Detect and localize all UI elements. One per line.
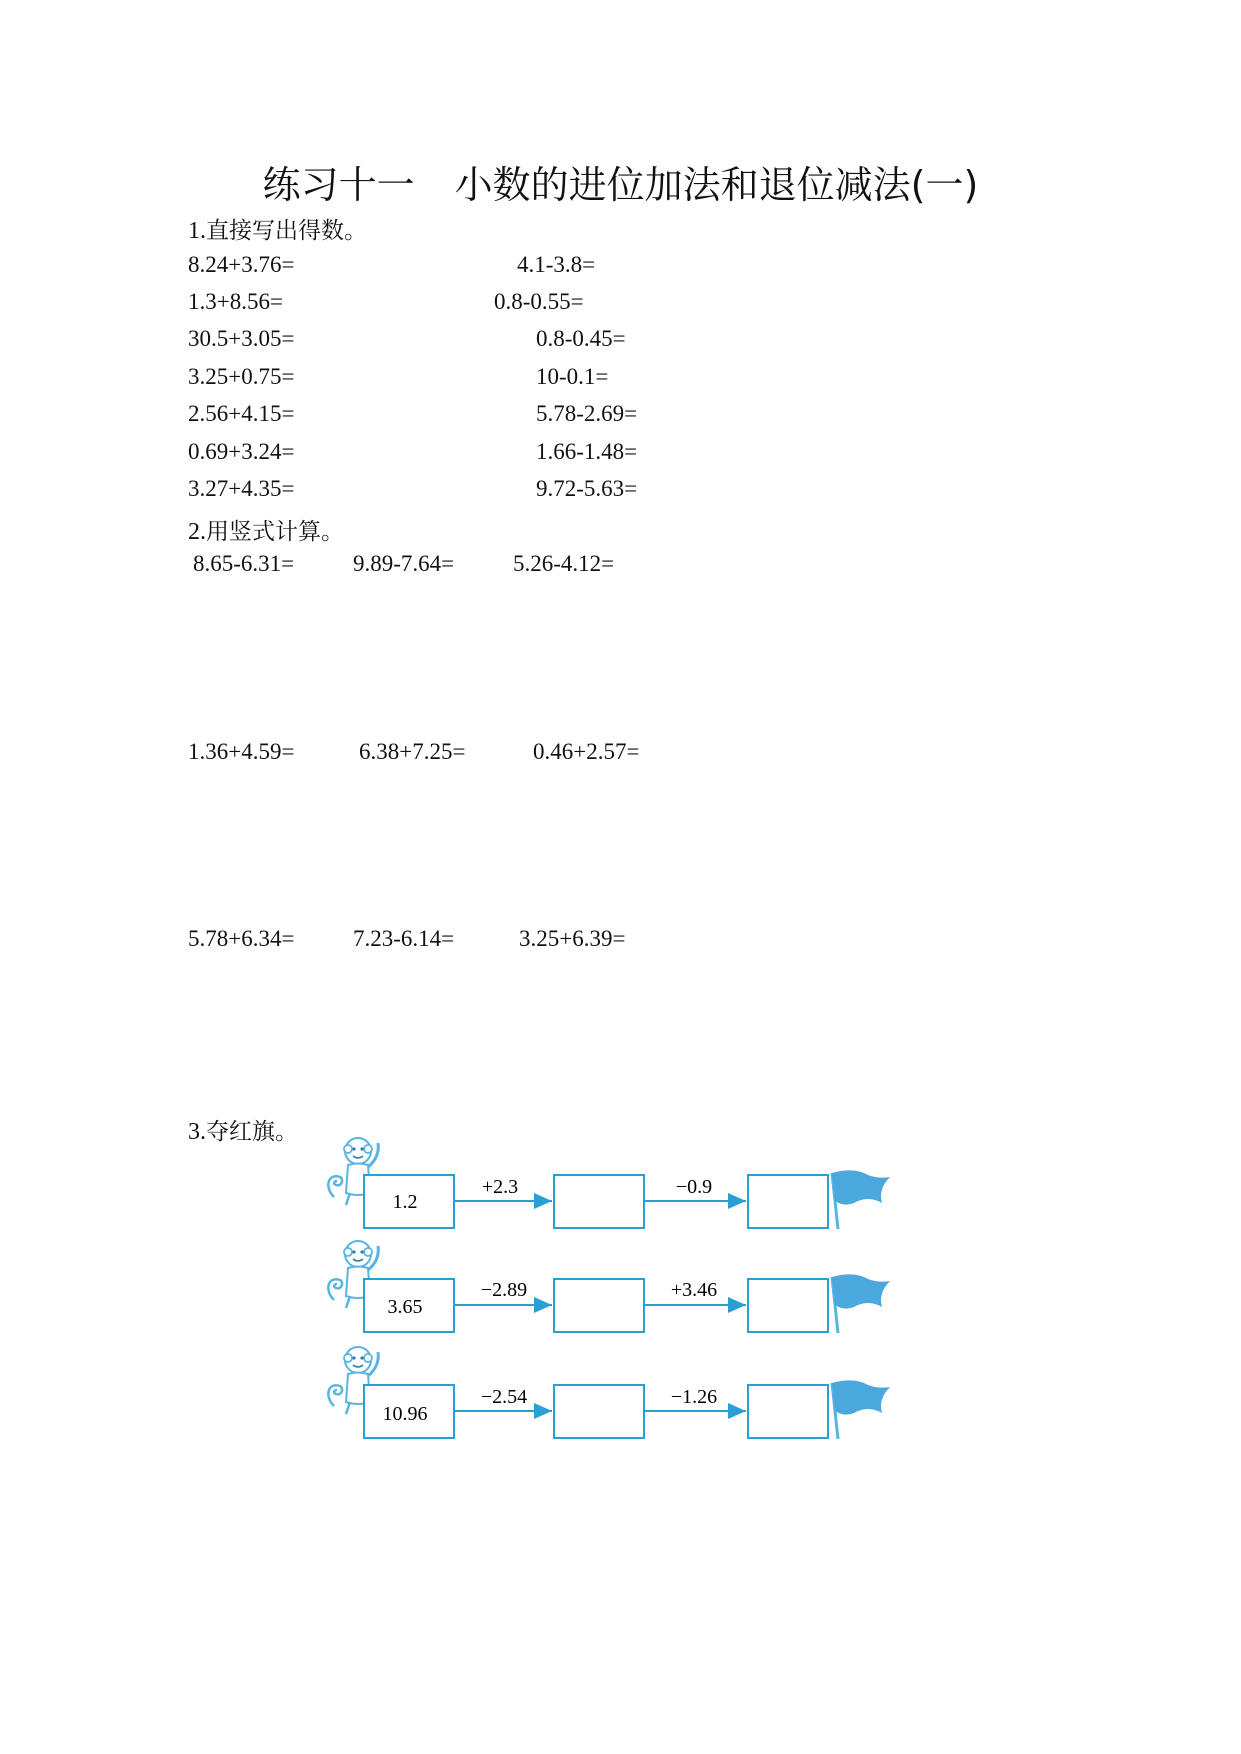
chain1-answer-box-2[interactable] <box>748 1175 828 1228</box>
section2-heading <box>188 513 344 546</box>
q2-row2-item2: 6.38+7.25= <box>359 739 466 764</box>
chain-2 <box>328 1241 890 1333</box>
flag-icon <box>832 1274 890 1333</box>
section3-label: 夺红旗。 <box>206 1119 298 1145</box>
section1-number: 1. <box>188 218 206 244</box>
q1-left-4: 3.25+0.75= <box>188 364 295 389</box>
title-topic: 小数的进位加法和退位减法(一) <box>454 163 979 207</box>
chain1-start-value: 1.2 <box>392 1191 418 1213</box>
chain1-op2: −0.9 <box>675 1176 713 1198</box>
chain2-answer-box-1[interactable] <box>554 1279 644 1332</box>
flag-icon <box>832 1380 890 1439</box>
chain3-answer-box-1[interactable] <box>554 1385 644 1438</box>
chain1-op1: +2.3 <box>481 1176 519 1198</box>
chain3-op1: −2.54 <box>480 1386 528 1408</box>
q2-row2-item3: 0.46+2.57= <box>533 739 640 764</box>
q1-right-1: 4.1-3.8= <box>517 252 596 277</box>
section3-number: 3. <box>188 1119 206 1145</box>
q1-right-6: 1.66-1.48= <box>536 439 638 464</box>
chain2-op2: +3.46 <box>670 1279 718 1301</box>
section2-label: 用竖式计算。 <box>206 519 344 545</box>
q1-left-3: 30.5+3.05= <box>188 326 295 351</box>
q2-row1-item3: 5.26-4.12= <box>513 551 615 576</box>
q1-left-2: 1.3+8.56= <box>188 289 283 314</box>
chain2-start-value: 3.65 <box>387 1296 423 1318</box>
page-title <box>0 154 1241 209</box>
q1-right-4: 10-0.1= <box>536 364 609 389</box>
chain3-start-value: 10.96 <box>382 1403 428 1425</box>
chain2-answer-box-2[interactable] <box>748 1279 828 1332</box>
q2-row1-item1: 8.65-6.31= <box>193 551 295 576</box>
chain3-op2: −1.26 <box>670 1386 718 1408</box>
q1-left-5: 2.56+4.15= <box>188 401 295 426</box>
section1-heading <box>188 212 367 245</box>
q1-right-7: 9.72-5.63= <box>536 476 638 501</box>
q2-row3-item1: 5.78+6.34= <box>188 926 295 951</box>
q1-right-3: 0.8-0.45= <box>536 326 626 351</box>
q2-row3-item3: 3.25+6.39= <box>519 926 626 951</box>
chain-3 <box>328 1347 890 1439</box>
section3-heading <box>188 1113 298 1146</box>
section1-label: 直接写出得数。 <box>206 218 367 244</box>
section2-number: 2. <box>188 519 206 545</box>
q1-left-6: 0.69+3.24= <box>188 439 295 464</box>
q1-right-2: 0.8-0.55= <box>494 289 584 314</box>
flag-icon <box>832 1170 890 1229</box>
flag-race-diagram <box>320 1135 920 1470</box>
q1-right-5: 5.78-2.69= <box>536 401 638 426</box>
q1-left-1: 8.24+3.76= <box>188 252 295 277</box>
title-exercise: 练习十一 <box>262 163 415 207</box>
q2-row3-item2: 7.23-6.14= <box>353 926 455 951</box>
chain-1 <box>328 1138 890 1229</box>
q2-row1-item2: 9.89-7.64= <box>353 551 455 576</box>
chain2-op1: −2.89 <box>480 1279 528 1301</box>
chain3-answer-box-2[interactable] <box>748 1385 828 1438</box>
chain1-answer-box-1[interactable] <box>554 1175 644 1228</box>
q2-row2-item1: 1.36+4.59= <box>188 739 295 764</box>
q1-left-7: 3.27+4.35= <box>188 476 295 501</box>
